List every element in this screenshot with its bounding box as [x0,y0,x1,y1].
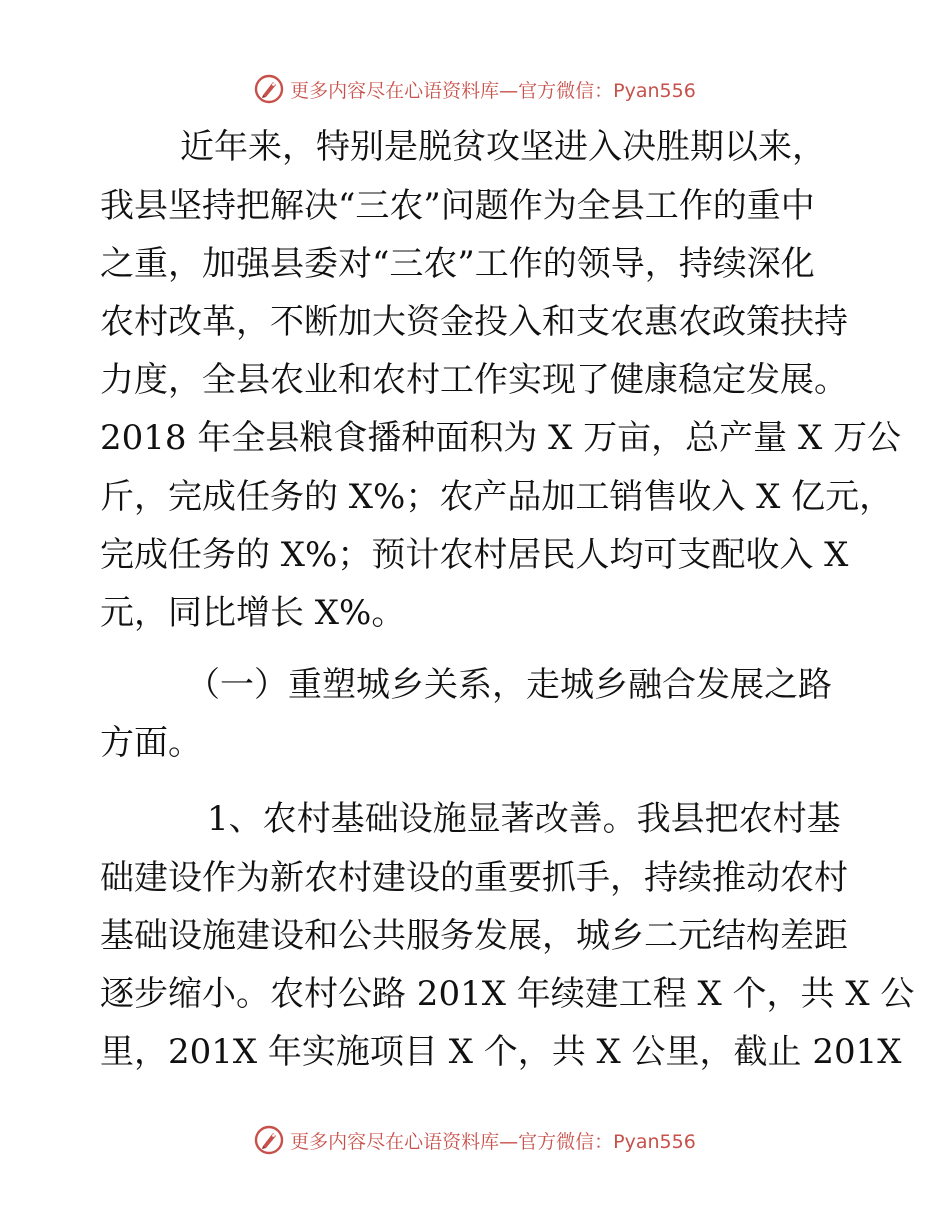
section1-line-5: 里，201X 年实施项目 X 个，共 X 公里，截止 201X [100,1032,902,1072]
intro-line-3: 之重，加强县委对“三农”工作的领导，持续深化 [100,244,815,284]
intro-line-6: 2018 年全县粮食播种面积为 X 万亩，总产量 X 万公 [100,418,901,458]
pen-nib-logo-icon [254,1125,284,1155]
section1-line-4: 逐步缩小。农村公路 201X 年续建工程 X 个，共 X 公 [100,974,915,1014]
watermark-text: 更多内容尽在心语资料库—官方微信：Pyan556 [290,79,696,102]
intro-line-9: 元，同比增长 X%。 [100,593,406,633]
header-watermark [0,74,950,104]
section1-line-2: 础建设作为新农村建设的重要抓手，持续推动农村 [100,858,848,898]
footer-watermark [0,1125,950,1155]
intro-line-5: 力度，全县农业和农村工作实现了健康稳定发展。 [100,360,848,400]
intro-line-1: 近年来，特别是脱贫攻坚进入决胜期以来， [180,127,826,167]
section1-line-3: 基础设施建设和公共服务发展，城乡二元结构差距 [100,916,848,956]
watermark-text: 更多内容尽在心语资料库—官方微信：Pyan556 [290,1130,696,1153]
intro-line-7: 斤，完成任务的 X%；农产品加工销售收入 X 亿元， [100,477,894,517]
section1-line-1: 1、农村基础设施显著改善。我县把农村基 [207,799,841,839]
intro-line-8: 完成任务的 X%；预计农村居民人均可支配收入 X [100,535,849,575]
pen-nib-logo-icon [254,74,284,104]
intro-line-2: 我县坚持把解决“三农”问题作为全县工作的重中 [100,186,815,226]
intro-line-4: 农村改革，不断加大资金投入和支农惠农政策扶持 [100,302,848,342]
section-heading-line-1: （一）重塑城乡关系，走城乡融合发展之路 [186,665,832,705]
section-heading-line-2: 方面。 [100,723,202,763]
